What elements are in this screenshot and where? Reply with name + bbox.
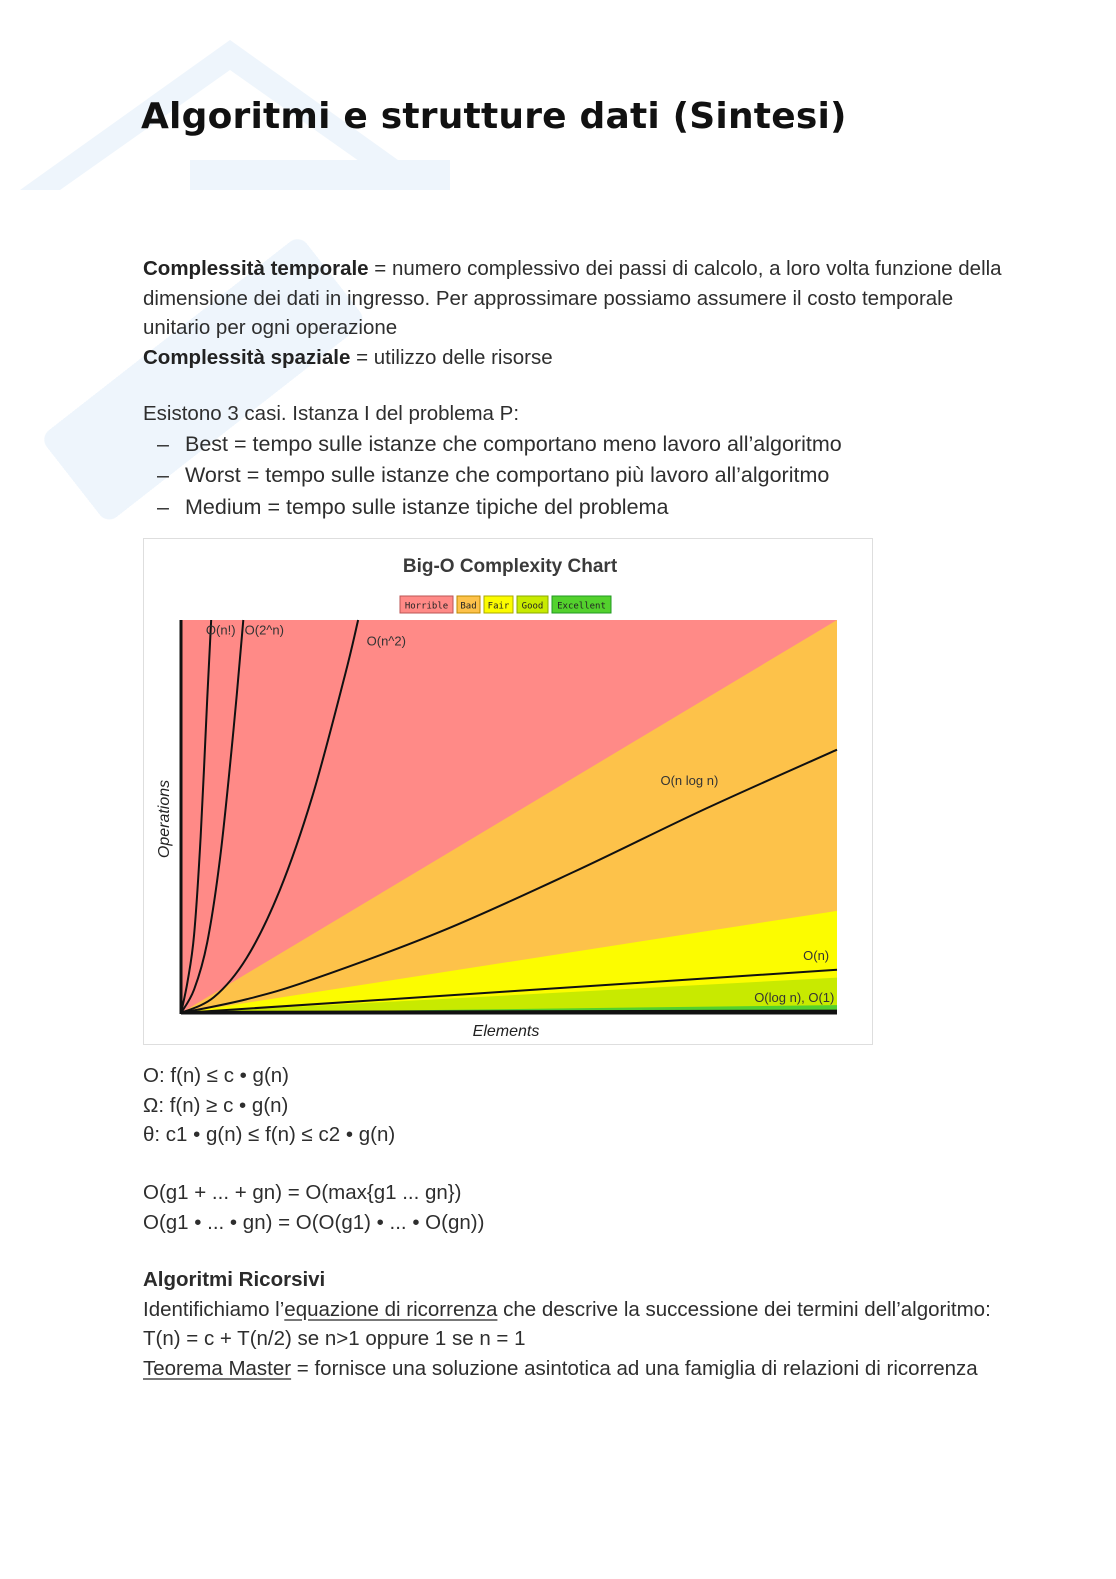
master-theorem-paragraph (143, 1354, 1003, 1384)
curve-label-o-log-n-o-1: O(log n), O(1) (754, 989, 835, 1005)
recurrence-equation-term: equazione di ricorrenza (284, 1297, 498, 1321)
legend-label-horrible: Horrible (404, 601, 449, 612)
time-complexity-term: Complessità temporale (143, 257, 369, 280)
asymptotic-notation (143, 1061, 843, 1150)
recursive-algorithms-section (143, 1265, 1003, 1383)
curve-label-o-n: O(n!) (205, 622, 236, 638)
legend-label-good: Good (521, 601, 544, 612)
sum-property: O(g1 + ... + gn) = O(max{g1 ... gn}) (143, 1181, 462, 1204)
recurrence-description: che descrive la successione dei termini dell’algoritmo: T(n) = c + T(n/2) se n>1 oppure 1 se n = 1 (143, 1297, 991, 1350)
product-property: O(g1 • ... • gn) = O(O(g1) • ... • O(gn)) (143, 1210, 485, 1234)
cases-lead: Esistono 3 casi. Istanza I del problema P: (143, 402, 520, 425)
curve-label-o-n-2: O(n^2) (366, 633, 406, 649)
curve-label-o-n: O(n) (803, 947, 830, 963)
case-best: – Best = tempo sulle istanze che comportano meno lavoro all’algoritmo (143, 429, 1003, 461)
master-theorem-term: Teorema Master (143, 1356, 292, 1380)
cases-list (143, 429, 1003, 524)
big-o-chart-svg (144, 539, 872, 1044)
page-title: Algoritmi e strutture dati (Sintesi) (141, 96, 847, 137)
cases-section (143, 399, 1003, 523)
case-medium: – Medium = tempo sulle istanze tipiche del problema (143, 492, 1003, 524)
space-complexity-paragraph (143, 343, 1003, 373)
space-complexity-term: Complessità spaziale (143, 345, 351, 369)
recurrence-paragraph (143, 1295, 1003, 1354)
chart-plot-area (181, 620, 837, 1013)
big-o-chart (143, 538, 873, 1045)
time-complexity-definition: = numero complessivo dei passi di calcolo, a loro volta funzione della dimensione dei dati in ingresso. Per approssimare possiamo assumere il costo temporale unitario per ogni operazione (143, 257, 1002, 339)
curve-label-o-n-log-n: O(n log n) (660, 773, 719, 789)
legend-label-excellent: Excellent (557, 601, 606, 612)
big-o-properties (143, 1178, 843, 1237)
big-theta-definition: θ: c1 • g(n) ≤ f(n) ≤ c2 • g(n) (143, 1123, 396, 1146)
case-worst: – Worst = tempo sulle istanze che comportano più lavoro all’algoritmo (143, 460, 1003, 492)
legend-label-bad: Bad (460, 601, 477, 612)
master-theorem-description: = fornisce una soluzione asintotica ad una famiglia di relazioni di ricorrenza (291, 1356, 978, 1380)
curve-label-o-2-n: O(2^n) (244, 622, 284, 638)
time-complexity-paragraph (143, 254, 1003, 343)
big-o-definition: O: f(n) ≤ c • g(n) (143, 1064, 290, 1087)
x-axis-label: Elements (472, 1023, 540, 1040)
space-complexity-definition: = utilizzo delle risorse (350, 345, 553, 369)
big-omega-definition: Ω: f(n) ≥ c • g(n) (143, 1093, 289, 1117)
complexity-definitions (143, 254, 1003, 372)
recurrence-intro: Identifichiamo l’ (143, 1297, 285, 1321)
legend-label-fair: Fair (487, 601, 510, 612)
chart-legend (400, 596, 611, 613)
y-axis-label: Operations (156, 779, 173, 859)
section-heading-recursive: Algoritmi Ricorsivi (143, 1268, 326, 1291)
chart-title: Big-O Complexity Chart (402, 556, 618, 577)
